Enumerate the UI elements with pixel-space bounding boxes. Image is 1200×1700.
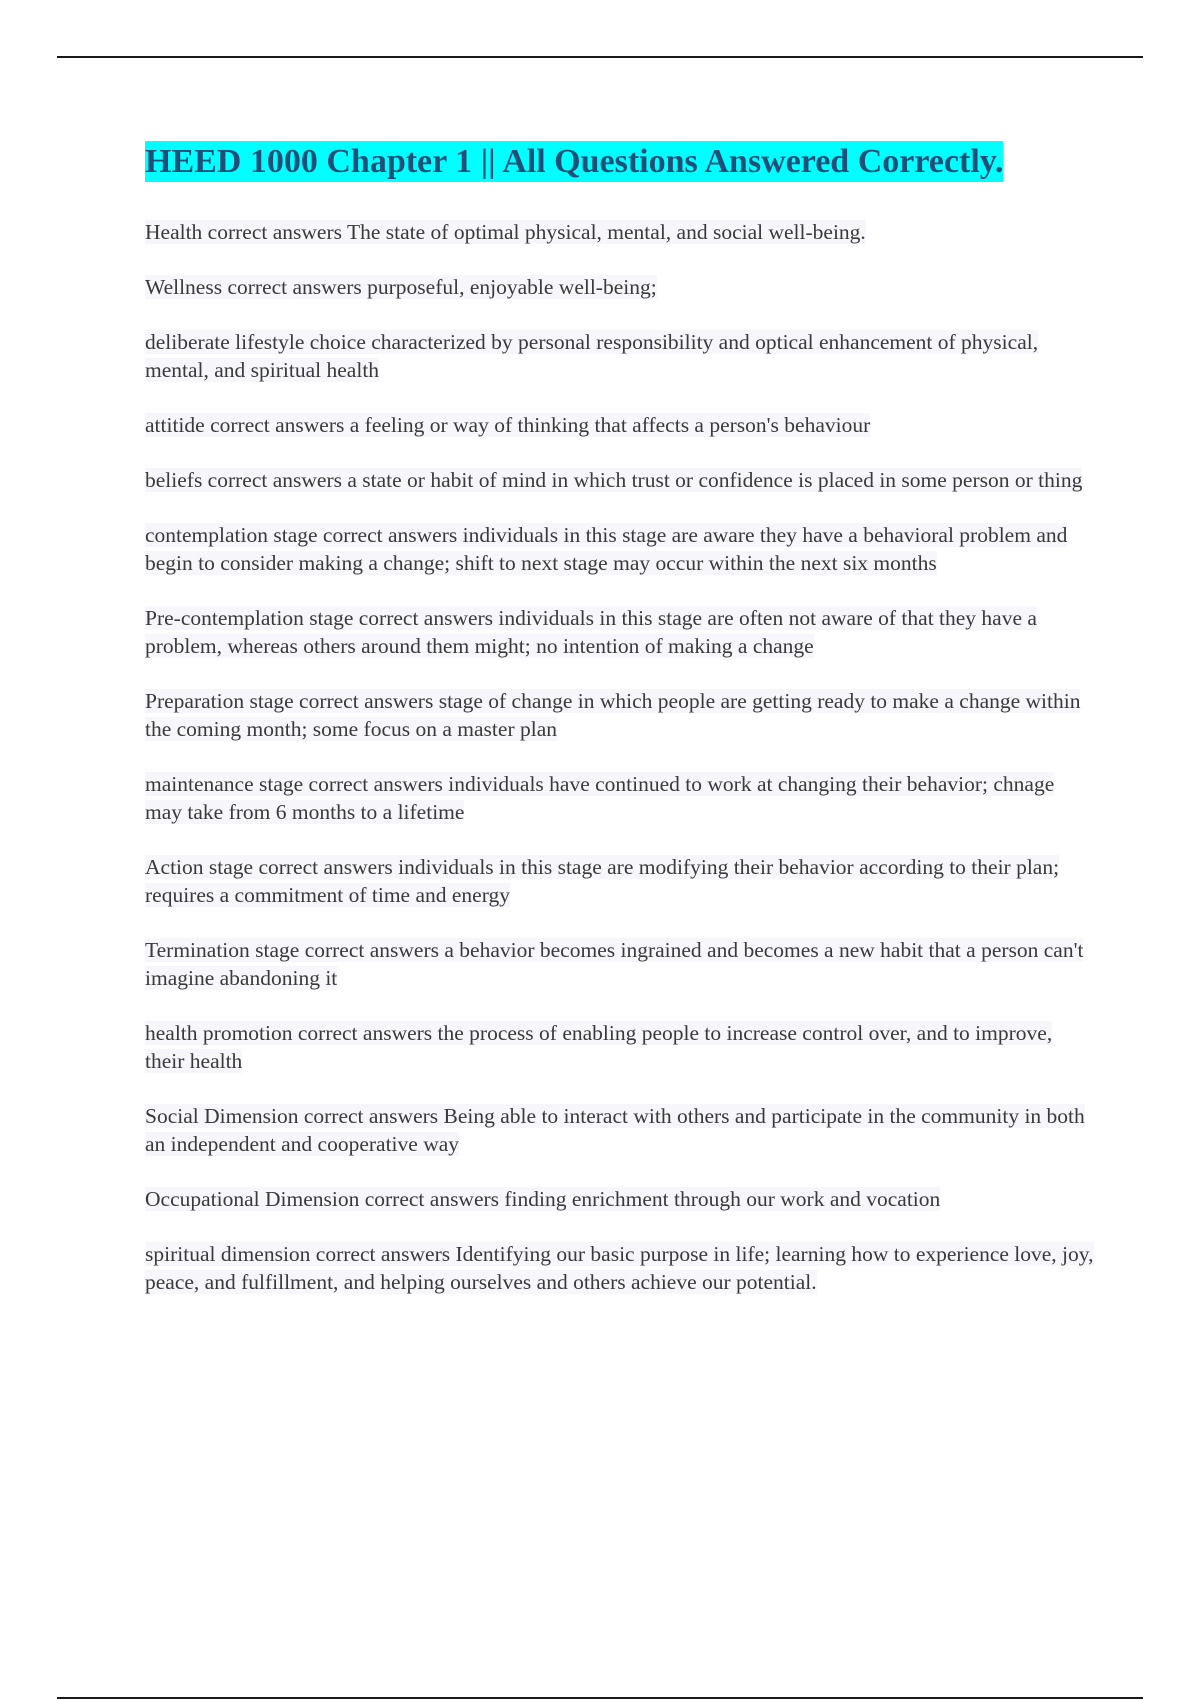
- qa-list: [145, 218, 1095, 1296]
- qa-item-wellness: [145, 273, 1095, 301]
- qa-item-social-dimension: [145, 1102, 1095, 1158]
- qa-text: Wellness correct answers purposeful, enjoyable well-being;: [145, 275, 657, 299]
- qa-text: health promotion correct answers the process of enabling people to increase control over, and to improve, their health: [145, 1021, 1053, 1073]
- qa-text: deliberate lifestyle choice characterized by personal responsibility and optical enhancement of physical, mental, and spiritual health: [145, 330, 1039, 382]
- qa-text: Health correct answers The state of optimal physical, mental, and social well-being.: [145, 220, 866, 244]
- qa-item-contemplation: [145, 521, 1095, 577]
- qa-text: attitide correct answers a feeling or way of thinking that affects a person's behaviour: [145, 413, 871, 437]
- qa-item-health: [145, 218, 1095, 246]
- page-top-rule: [57, 56, 1143, 58]
- qa-item-maintenance: [145, 770, 1095, 826]
- qa-text: Social Dimension correct answers Being able to interact with others and participate in the community in both an independent and cooperative way: [145, 1104, 1085, 1156]
- qa-item-termination: [145, 936, 1095, 992]
- qa-text: beliefs correct answers a state or habit of mind in which trust or confidence is placed in some person or thing: [145, 468, 1083, 492]
- qa-item-occupational-dimension: [145, 1185, 1095, 1213]
- qa-item-pre-contemplation: [145, 604, 1095, 660]
- qa-text: Termination stage correct answers a behavior becomes ingrained and becomes a new habit that a person can't imagine abandoning it: [145, 938, 1084, 990]
- qa-text: Preparation stage correct answers stage of change in which people are getting ready to make a change within the coming month; some focus on a master plan: [145, 689, 1081, 741]
- document-title: HEED 1000 Chapter 1 || All Questions Answered Correctly.: [145, 143, 1004, 180]
- qa-item-wellness-definition: [145, 328, 1095, 384]
- qa-item-beliefs: [145, 466, 1095, 494]
- qa-text: Action stage correct answers individuals in this stage are modifying their behavior according to their plan; requires a commitment of time and energy: [145, 855, 1060, 907]
- qa-item-attitude: [145, 411, 1095, 439]
- title-block: [145, 138, 1095, 196]
- qa-text: Occupational Dimension correct answers finding enrichment through our work and vocation: [145, 1187, 941, 1211]
- qa-text: Pre-contemplation stage correct answers individuals in this stage are often not aware of that they have a problem, whereas others around them might; no intention of making a change: [145, 606, 1037, 658]
- qa-item-action: [145, 853, 1095, 909]
- qa-item-preparation: [145, 687, 1095, 743]
- qa-item-spiritual-dimension: [145, 1240, 1095, 1296]
- page-bottom-rule: [57, 1697, 1143, 1699]
- qa-text: spiritual dimension correct answers Identifying our basic purpose in life; learning how to experience love, joy, peace, and fulfillment, and helping ourselves and others achieve our potential.: [145, 1242, 1094, 1294]
- qa-item-health-promotion: [145, 1019, 1095, 1075]
- qa-text: contemplation stage correct answers individuals in this stage are aware they have a behavioral problem and begin to consider making a change; shift to next stage may occur within the next six months: [145, 523, 1068, 575]
- document-body: [145, 138, 1095, 1323]
- qa-text: maintenance stage correct answers individuals have continued to work at changing their behavior; chnage may take from 6 months to a lifetime: [145, 772, 1055, 824]
